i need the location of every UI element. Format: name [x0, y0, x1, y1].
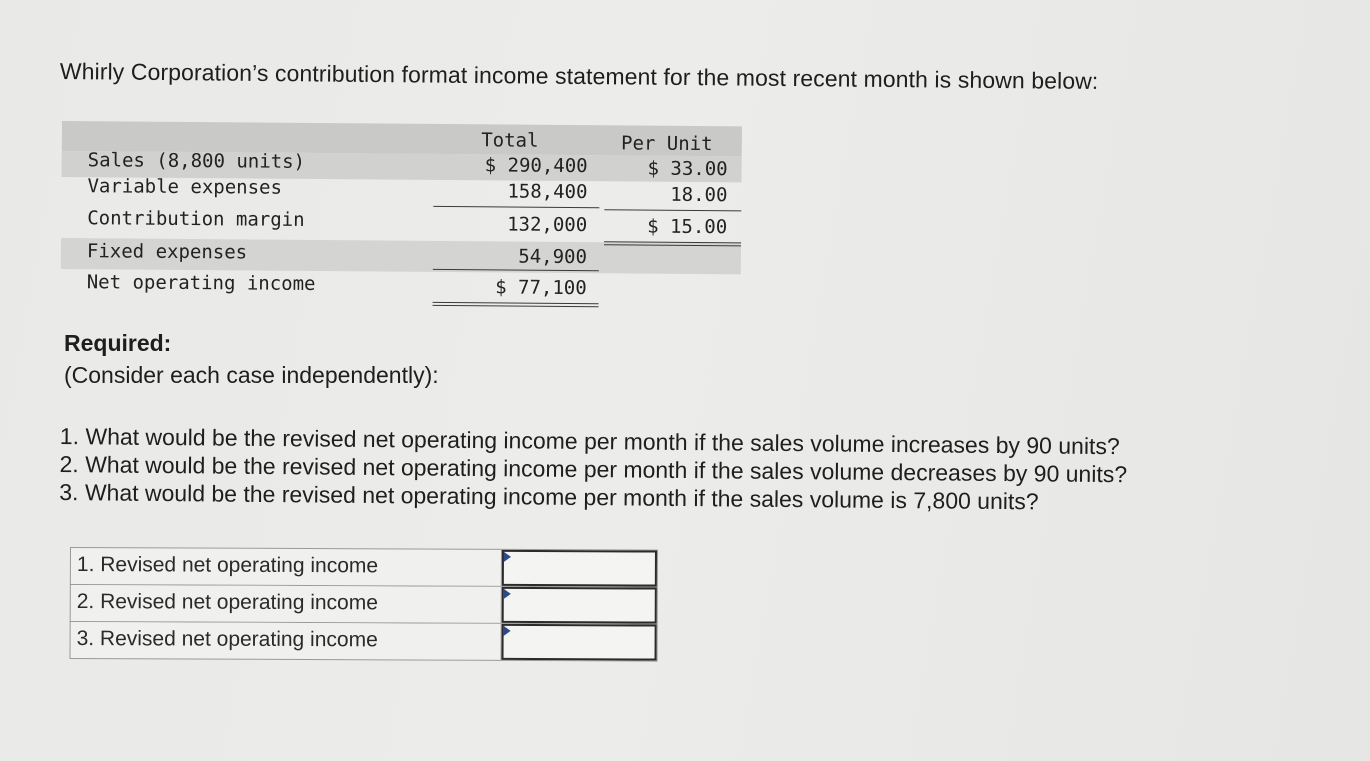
intro-text: Whirly Corporation’s contribution format income statement for the most recent month is shown below: [59, 58, 1099, 94]
total-double-rule-2 [433, 305, 599, 307]
question-1: 1. What would be the revised net operating income per month if the sales volume increases by 90 units? [59, 422, 1120, 460]
row-total-variable: 158,400 [507, 180, 588, 204]
row-label-variable: Variable expenses [87, 175, 283, 199]
row-total-contribution: 132,000 [507, 213, 588, 237]
row-label-contribution: Contribution margin [87, 207, 305, 231]
header-per-unit: Per Unit [620, 132, 713, 156]
answer-label-2: 2. Revised net operating income [71, 585, 502, 623]
income-statement-table [61, 121, 744, 316]
input-marker-icon [504, 552, 511, 562]
header-total: Total [481, 129, 539, 152]
question-2: 2. What would be the revised net operating income per month if the sales volume decreases by 90 units? [59, 450, 1128, 488]
required-heading: Required: [64, 330, 172, 356]
row-label-fixed: Fixed expenses [86, 240, 248, 264]
consider-note: (Consider each case independently): [64, 362, 439, 388]
input-marker-icon [504, 626, 511, 636]
unit-subtotal-rule [604, 209, 741, 211]
row-unit-sales: $ 33.00 [647, 157, 728, 181]
row-total-net: $ 77,100 [495, 276, 587, 300]
answer-label-1: 1. Revised net operating income [71, 548, 502, 586]
answer-table [70, 547, 658, 662]
answer-input-1[interactable] [502, 550, 657, 587]
row-unit-contribution: $ 15.00 [647, 215, 728, 239]
answer-input-2[interactable] [502, 587, 657, 624]
answer-row-1 [70, 547, 658, 588]
questions-list [59, 422, 1127, 516]
answer-input-3[interactable] [502, 624, 657, 661]
row-total-sales: $ 290,400 [484, 154, 588, 178]
row-label-sales: Sales (8,800 units) [87, 149, 306, 173]
row-unit-variable: 18.00 [670, 183, 728, 207]
input-marker-icon [504, 589, 511, 599]
row-label-net: Net operating income [86, 271, 316, 295]
row-total-fixed: 54,900 [518, 245, 588, 269]
answer-row-2 [70, 585, 658, 625]
question-3: 3. What would be the revised net operating income per month if the sales volume is 7,800 units? [59, 478, 1039, 515]
total-subtotal-rule [433, 206, 599, 208]
answer-label-3: 3. Revised net operating income [71, 622, 502, 660]
total-double-rule-1 [433, 302, 599, 304]
answer-row-3 [70, 622, 658, 662]
